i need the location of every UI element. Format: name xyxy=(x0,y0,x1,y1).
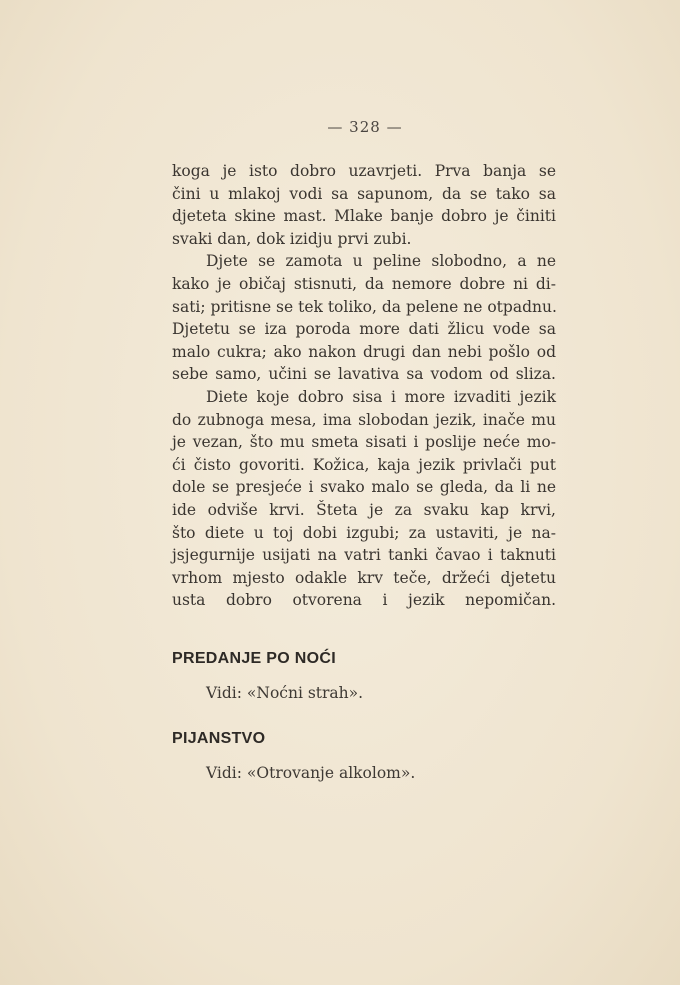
cross-reference: Vidi: «Noćni strah». xyxy=(206,684,364,702)
section-heading: PREDANJE PO NOĆI xyxy=(172,650,336,667)
text-line: Djetetu se iza poroda more dati žlicu vode sa xyxy=(172,320,556,339)
text-line: dole se presjeće i svako malo se gleda, da li ne xyxy=(172,478,556,497)
text-line: je vezan, što mu smeta sisati i poslije neće mo- xyxy=(172,433,556,452)
text-line: sati; pritisne se tek toliko, da pelene ne otpadnu. xyxy=(172,297,557,316)
text-line: do zubnoga mesa, ima slobodan jezik, inače mu xyxy=(172,410,556,429)
text-line: Diete koje dobro sisa i more izvaditi jezik xyxy=(206,387,556,406)
page-number: — 328 — xyxy=(327,118,403,136)
text-line: što diete u toj dobi izgubi; za ustaviti, je na- xyxy=(172,523,556,542)
text-line: svaki dan, dok izidju prvi zubi. xyxy=(172,229,412,248)
text-line: jsjegurnije usijati na vatri tanki čavao i taknuti xyxy=(172,546,556,565)
text-line: ide odviše krvi. Šteta je za svaku kap krvi, xyxy=(172,500,556,519)
text-line: Djete se zamota u peline slobodno, a ne xyxy=(206,252,556,271)
text-line: ći čisto govoriti. Kožica, kaja jezik privlači put xyxy=(172,455,556,474)
text-line: djeteta skine mast. Mlake banje dobro je činiti xyxy=(172,207,556,226)
text-line: malo cukra; ako nakon drugi dan nebi pošlo od xyxy=(172,342,556,361)
text-line: kako je običaj stisnuti, da nemore dobre ni di- xyxy=(172,274,556,293)
text-line: koga je isto dobro uzavrjeti. Prva banja se xyxy=(172,162,556,180)
body-text xyxy=(172,160,556,612)
text-line: čini u mlakoj vodi sa sapunom, da se tako sa xyxy=(172,184,556,203)
text-line: sebe samo, učini se lavativa sa vodom od sliza. xyxy=(172,365,556,384)
cross-reference: Vidi: «Otrovanje alkolom». xyxy=(206,764,416,782)
section-heading: PIJANSTVO xyxy=(172,730,266,747)
text-line: vrhom mjesto odakle krv teče, držeći djetetu xyxy=(172,568,556,587)
text-line: usta dobro otvorena i jezik nepomičan. xyxy=(172,591,556,610)
